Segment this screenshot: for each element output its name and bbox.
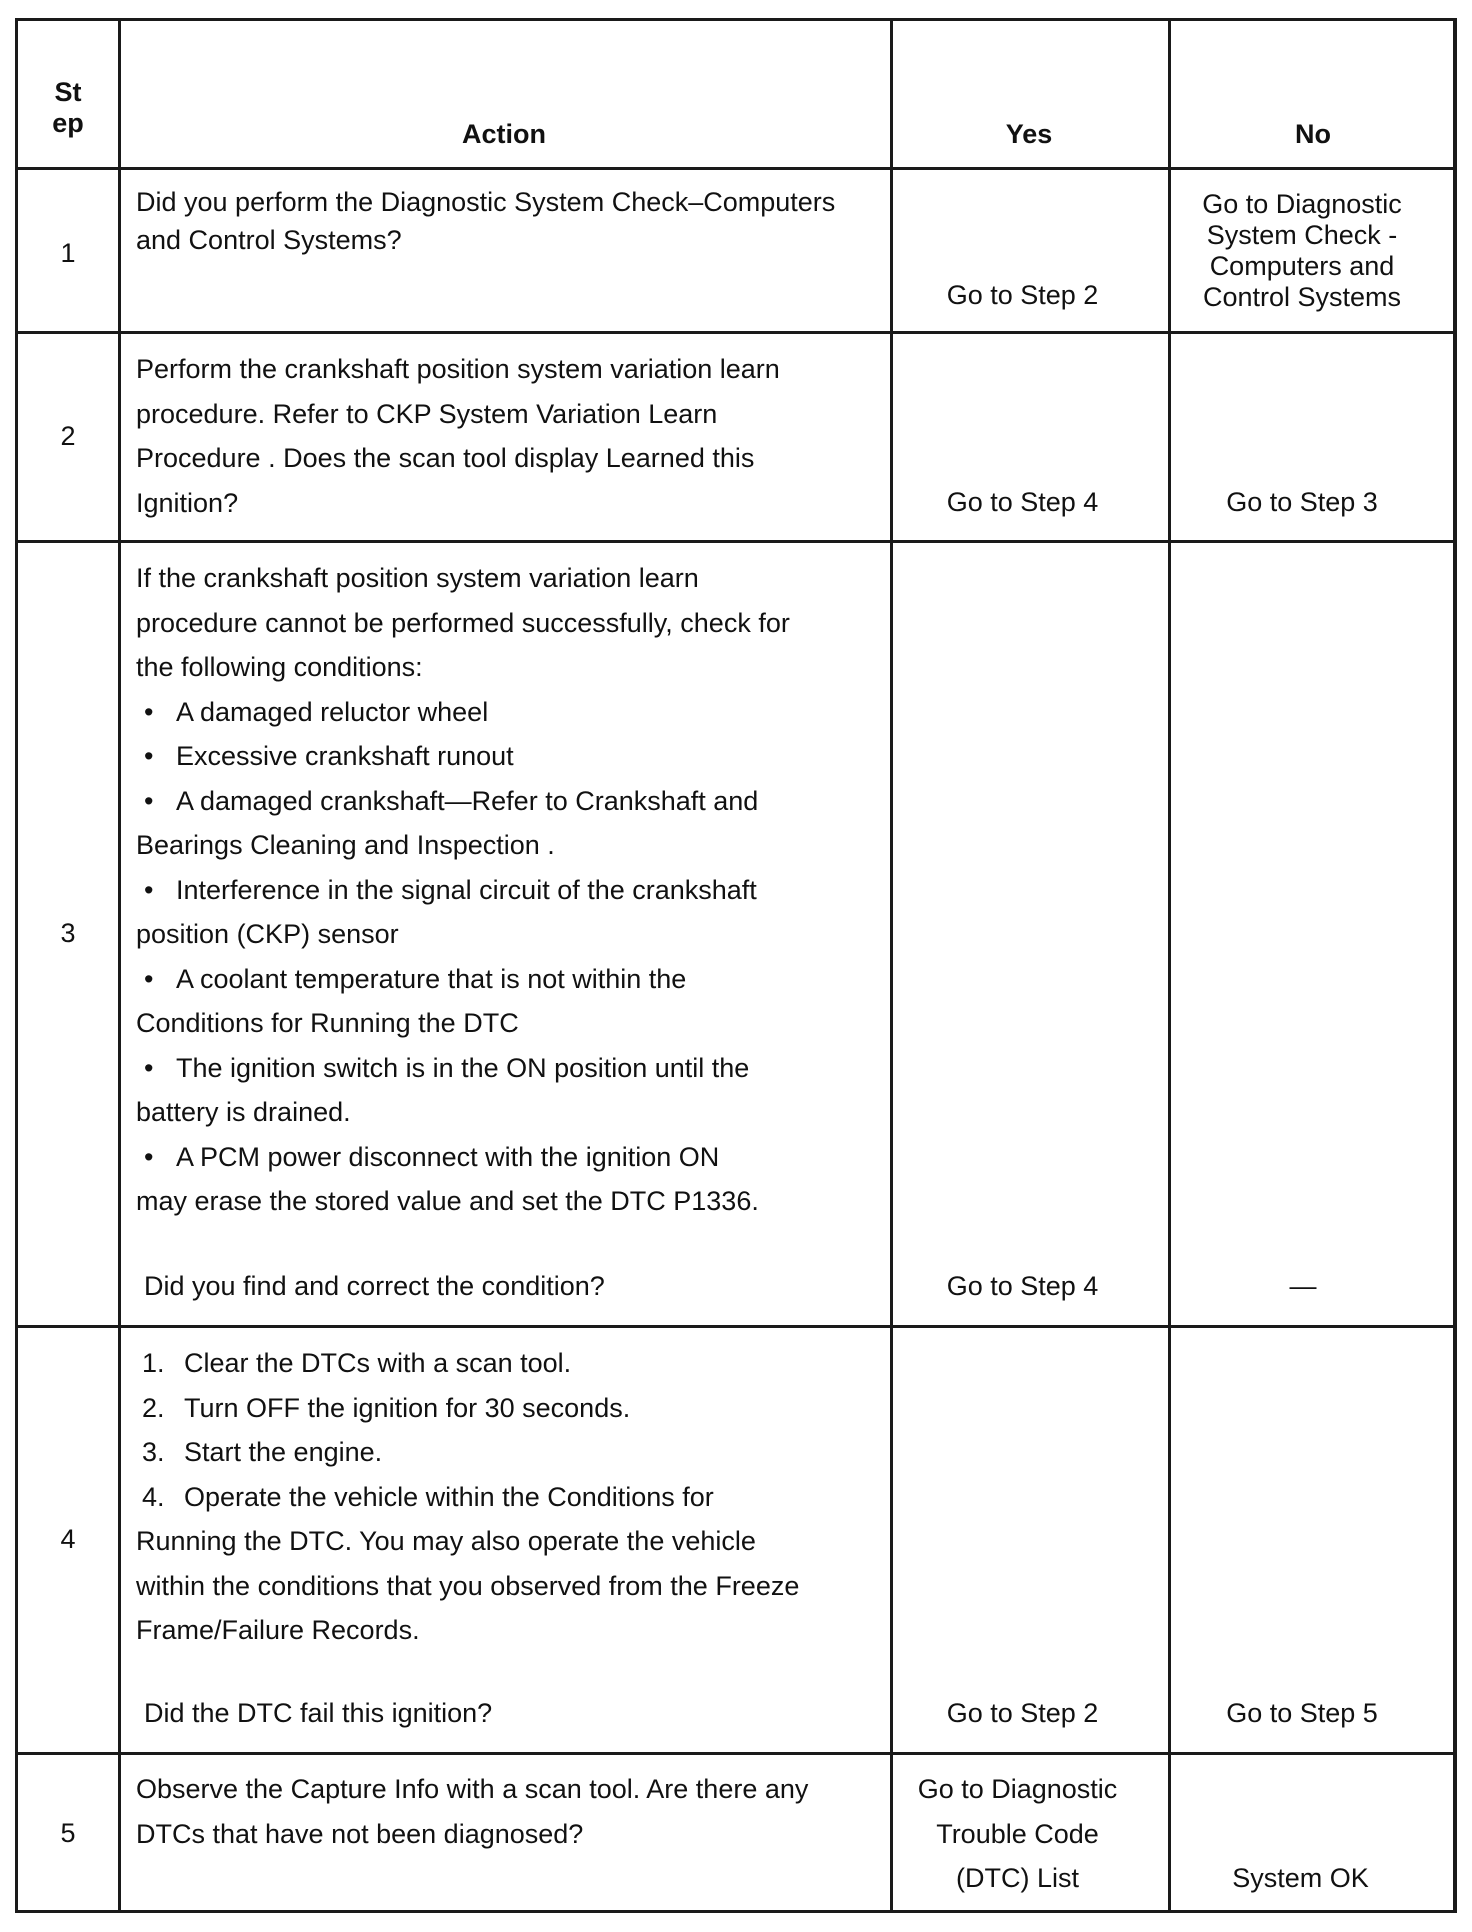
step-index: 4. [142, 1481, 165, 1512]
header-yes: Yes [1005, 119, 1053, 149]
step-number: 4 [60, 1524, 76, 1554]
question-text: Did the DTC fail this ignition? [144, 1698, 493, 1728]
bullet-icon: • [144, 785, 154, 816]
row-divider [18, 167, 1453, 170]
no-result: — [1289, 1271, 1317, 1301]
yes-result: Go to Step 4 [946, 1271, 1099, 1301]
action-text: Did you perform the Diagnostic System Check–Computers and Control Systems? [136, 187, 836, 255]
step-number: 2 [60, 421, 76, 451]
diagnostic-table [15, 18, 1457, 1913]
action-text: Perform the crankshaft position system variation learn procedure. Refer to CKP System Variation Learn Procedure . Does the scan tool display Learned this Ignition? [136, 354, 780, 518]
row-divider [18, 331, 1453, 334]
header-step: St ep [52, 77, 84, 138]
yes-result: Go to Step 2 [946, 1698, 1099, 1728]
yes-result: Go to Step 4 [946, 487, 1099, 517]
yes-result: Go to Step 2 [946, 280, 1099, 310]
no-result: Go to Step 3 [1226, 487, 1378, 517]
step-index: 1. [142, 1348, 165, 1378]
row-divider [18, 540, 1453, 543]
no-result: Go to Diagnostic System Check - Computers and Control Systems [1202, 189, 1402, 312]
action-text: Observe the Capture Info with a scan tool. Are there any DTCs that have not been diagnosed? [136, 1774, 809, 1849]
step-number: 1 [60, 238, 76, 268]
no-result: Go to Step 5 [1226, 1698, 1378, 1728]
no-result: System OK [1232, 1863, 1369, 1893]
bullet-icon: • [144, 741, 154, 771]
action-text: 1. Clear the DTCs with a scan tool. 2. Turn OFF the ignition for 30 seconds. 3. Start the engine. 4. Operate the vehicle within the Conditions for Running the DTC. You may also operate the vehicle within the conditions that you observed from the Freeze Frame/Failure Records. [136, 1341, 799, 1653]
yes-result: Go to Diagnostic Trouble Code (DTC) List [917, 1774, 1118, 1893]
step-index: 3. [142, 1437, 165, 1467]
row-divider [18, 1325, 1453, 1328]
bullet-icon: • [144, 874, 154, 905]
bullet-icon: • [144, 1052, 154, 1083]
header-no: No [1295, 119, 1331, 149]
column-divider [118, 21, 121, 1910]
header-action: Action [462, 119, 546, 149]
bullet-icon: • [144, 1141, 154, 1172]
bullet-icon: • [144, 696, 154, 727]
row-divider [18, 1752, 1453, 1755]
question-text: Did you find and correct the condition? [144, 1271, 605, 1301]
bullet-icon: • [144, 963, 154, 994]
action-text: If the crankshaft position system variation learn procedure cannot be performed successfully, check for the following conditions: • A damaged reluctor wheel • Excessive crankshaft runout • A damaged crankshaft—Refer to Crankshaft and Bearings Cleaning and Inspection . • Interference in the signal circuit of the crankshaft position (CKP) sensor • A coolant temperature that is not within the Conditions for Running the DTC • The ignition switch is in the ON position until the battery is drained. • A PCM power disconnect with the ignition ON may erase the stored value and set the DTC P1336. [136, 563, 790, 1216]
step-number: 5 [60, 1818, 76, 1848]
step-number: 3 [60, 918, 76, 948]
step-index: 2. [142, 1392, 165, 1423]
